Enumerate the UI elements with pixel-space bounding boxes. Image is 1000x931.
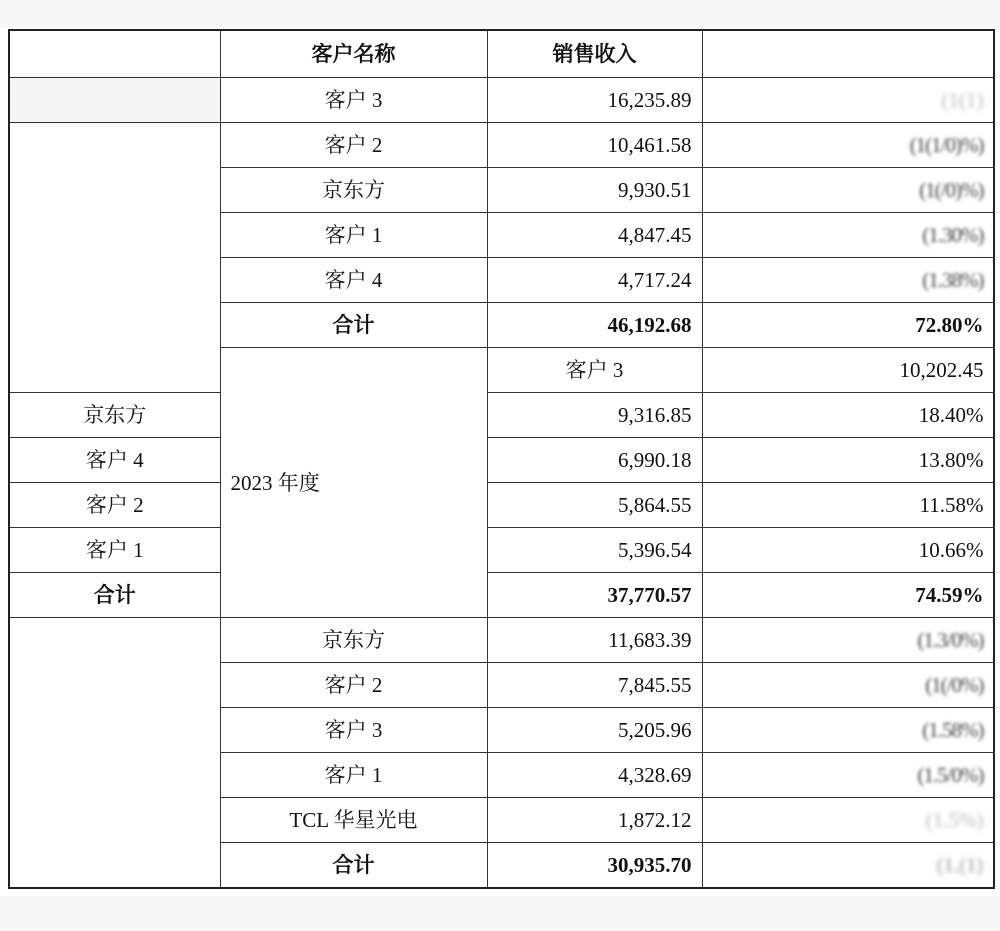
table-row: [9, 438, 994, 483]
revenue-share: (1(/0)%): [702, 168, 994, 213]
revenue-share: 11.58%: [702, 483, 994, 528]
revenue-share: 18.40%: [702, 393, 994, 438]
sales-revenue: 4,717.24: [487, 258, 702, 303]
table-row: [9, 78, 994, 123]
table-row: [9, 528, 994, 573]
customer-name: 客户 1: [220, 753, 487, 798]
top-scan-margin: [0, 0, 1000, 28]
total-revenue: 30,935.70: [487, 843, 702, 889]
customer-sales-table: [8, 29, 995, 889]
sales-revenue: 6,990.18: [487, 438, 702, 483]
header-sales-revenue: 销售收入: [487, 30, 702, 78]
table-row: [9, 618, 994, 663]
sales-revenue: 10,461.58: [487, 123, 702, 168]
customer-name: 客户 3: [220, 708, 487, 753]
customer-name: 客户 2: [220, 663, 487, 708]
header-row: [9, 30, 994, 78]
revenue-share: 13.80%: [702, 438, 994, 483]
customer-name: 客户 2: [9, 483, 220, 528]
customer-name: 客户 3: [487, 348, 702, 393]
sales-revenue: 7,845.55: [487, 663, 702, 708]
period-cell: [9, 123, 220, 393]
sales-revenue: 9,930.51: [487, 168, 702, 213]
sales-revenue: 9,316.85: [487, 393, 702, 438]
customer-name: 客户 1: [220, 213, 487, 258]
revenue-share: (1(1): [702, 78, 994, 123]
period-cell: 2023 年度: [220, 348, 487, 618]
table-row: [9, 123, 994, 168]
revenue-share: (1(1/0)%): [702, 123, 994, 168]
sales-revenue: 16,235.89: [487, 78, 702, 123]
customer-name: 京东方: [220, 168, 487, 213]
revenue-share: (1(/0%): [702, 663, 994, 708]
customer-name: 客户 4: [9, 438, 220, 483]
sales-revenue: 4,847.45: [487, 213, 702, 258]
table-row: [9, 393, 994, 438]
customer-name: 京东方: [9, 393, 220, 438]
period-cell: [9, 78, 220, 123]
customer-name: 客户 3: [220, 78, 487, 123]
revenue-share: (1.30%): [702, 213, 994, 258]
sales-revenue: 1,872.12: [487, 798, 702, 843]
sales-revenue: 10,202.45: [702, 348, 994, 393]
revenue-share: (1.38%): [702, 258, 994, 303]
customer-name: 客户 1: [9, 528, 220, 573]
sales-revenue: 5,396.54: [487, 528, 702, 573]
sales-revenue: 4,328.69: [487, 753, 702, 798]
revenue-share: (1.5%): [702, 798, 994, 843]
total-share: (1.(1): [702, 843, 994, 889]
customer-name: TCL 华星光电: [220, 798, 487, 843]
total-revenue: 37,770.57: [487, 573, 702, 618]
total-label: 合计: [9, 573, 220, 618]
total-revenue: 46,192.68: [487, 303, 702, 348]
revenue-share: (1.5/0%): [702, 753, 994, 798]
customer-name: 客户 4: [220, 258, 487, 303]
revenue-share: (1.3/0%): [702, 618, 994, 663]
total-share: 72.80%: [702, 303, 994, 348]
customer-name: 京东方: [220, 618, 487, 663]
header-share: [702, 30, 994, 78]
total-row: [9, 573, 994, 618]
sales-revenue: 5,864.55: [487, 483, 702, 528]
revenue-share: 10.66%: [702, 528, 994, 573]
total-share: 74.59%: [702, 573, 994, 618]
bottom-scan-margin: [0, 896, 1000, 931]
period-cell: [9, 618, 220, 889]
revenue-share: (1.58%): [702, 708, 994, 753]
header-period: [9, 30, 220, 78]
total-label: 合计: [220, 303, 487, 348]
customer-name: 客户 2: [220, 123, 487, 168]
header-customer-name: 客户名称: [220, 30, 487, 78]
total-label: 合计: [220, 843, 487, 889]
table-row: [9, 483, 994, 528]
sales-revenue: 11,683.39: [487, 618, 702, 663]
sales-revenue: 5,205.96: [487, 708, 702, 753]
